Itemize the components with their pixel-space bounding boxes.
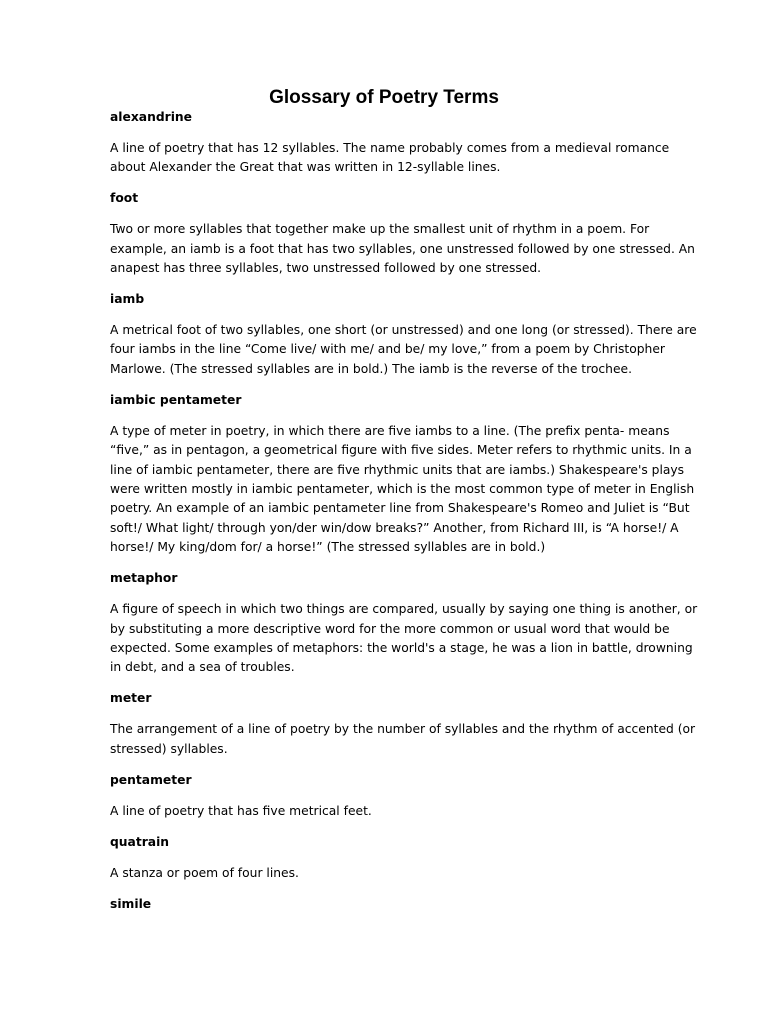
- glossary-entry-iambic-pentameter: [110, 391, 695, 558]
- definition-line: A type of meter in poetry, in which there are five iambs to a line. (The prefix penta- means: [110, 423, 670, 438]
- glossary-definition: [110, 220, 695, 278]
- definition-line: A line of poetry that has five metrical feet.: [110, 803, 372, 818]
- definition-line: A metrical foot of two syllables, one short (or unstressed) and one long (or stressed). There are: [110, 323, 697, 338]
- definition-line: example, an iamb is a foot that has two syllables, one unstressed followed by one stressed. An: [110, 241, 695, 256]
- definition-line: in debt, and a sea of troubles.: [110, 660, 295, 675]
- definition-line: The arrangement of a line of poetry by the number of syllables and the rhythm of accented (or: [110, 722, 696, 737]
- definition-line: anapest has three syllables, two unstressed followed by one stressed.: [110, 261, 542, 276]
- glossary-definition: [110, 600, 698, 678]
- glossary-entry-meter: [110, 689, 696, 759]
- glossary-term: meter: [110, 691, 152, 706]
- glossary-definition: [110, 864, 650, 883]
- definition-line: were written mostly in iambic pentameter, which is the most common type of meter in English: [110, 482, 695, 497]
- definition-line: expected. Some examples of metaphors: the world's a stage, he was a lion in battle, drowning: [110, 640, 693, 655]
- definition-line: by substituting a more descriptive word for the more common or usual word that would be: [110, 621, 670, 636]
- glossary-term: pentameter: [110, 772, 192, 787]
- glossary-entry-metaphor: [110, 569, 698, 678]
- definition-line: four iambs in the line “Come live/ with me/ and be/ my love,” from a poem by Christopher: [110, 342, 665, 357]
- glossary-term: simile: [110, 896, 152, 911]
- definition-line: stressed) syllables.: [110, 741, 228, 756]
- glossary-entry-simile: [110, 895, 650, 914]
- definition-line: line of iambic pentameter, there are five rhythmic units that are iambs.) Shakespeare's plays: [110, 462, 685, 477]
- glossary-definition: [110, 422, 695, 558]
- glossary-entry-foot: [110, 189, 695, 278]
- page-title: Glossary of Poetry Terms: [269, 87, 499, 108]
- glossary-definition: [110, 321, 697, 379]
- glossary-entry-alexandrine: [110, 108, 670, 178]
- glossary-term: iambic pentameter: [110, 392, 242, 407]
- glossary-definition: [110, 720, 696, 759]
- definition-line: poetry. An example of an iambic pentameter line from Shakespeare's Romeo and Juliet is “But: [110, 501, 690, 516]
- definition-line: A figure of speech in which two things are compared, usually by saying one thing is another, or: [110, 602, 698, 617]
- definition-line: A stanza or poem of four lines.: [110, 865, 299, 880]
- glossary-term: quatrain: [110, 834, 170, 849]
- definition-line: about Alexander the Great that was written in 12-syllable lines.: [110, 160, 501, 175]
- definition-line: “five,” as in pentagon, a geometrical figure with five sides. Meter refers to rhythmic units. In a: [110, 443, 692, 458]
- glossary-term: alexandrine: [110, 110, 193, 124]
- definition-line: Marlowe. (The stressed syllables are in bold.) The iamb is the reverse of the trochee.: [110, 361, 633, 376]
- definition-line: soft!/ What light/ through yon/der win/dow breaks?” Another, from Richard III, is “A horse!/ A: [110, 520, 679, 535]
- glossary-entry-pentameter: [110, 771, 650, 821]
- glossary-term: iamb: [110, 292, 145, 307]
- definition-line: Two or more syllables that together make up the smallest unit of rhythm in a poem. For: [110, 222, 650, 237]
- definition-line: horse!/ My king/dom for/ a horse!” (The stressed syllables are in bold.): [110, 540, 546, 555]
- glossary-entry-quatrain: [110, 833, 650, 883]
- definition-line: A line of poetry that has 12 syllables. The name probably comes from a medieval romance: [110, 140, 670, 155]
- glossary-definition: [110, 139, 670, 178]
- glossary-term: metaphor: [110, 571, 178, 586]
- glossary-entry-iamb: [110, 290, 697, 379]
- glossary-definition: [110, 802, 650, 821]
- glossary-term: foot: [110, 191, 139, 206]
- glossary-entries: [110, 108, 698, 914]
